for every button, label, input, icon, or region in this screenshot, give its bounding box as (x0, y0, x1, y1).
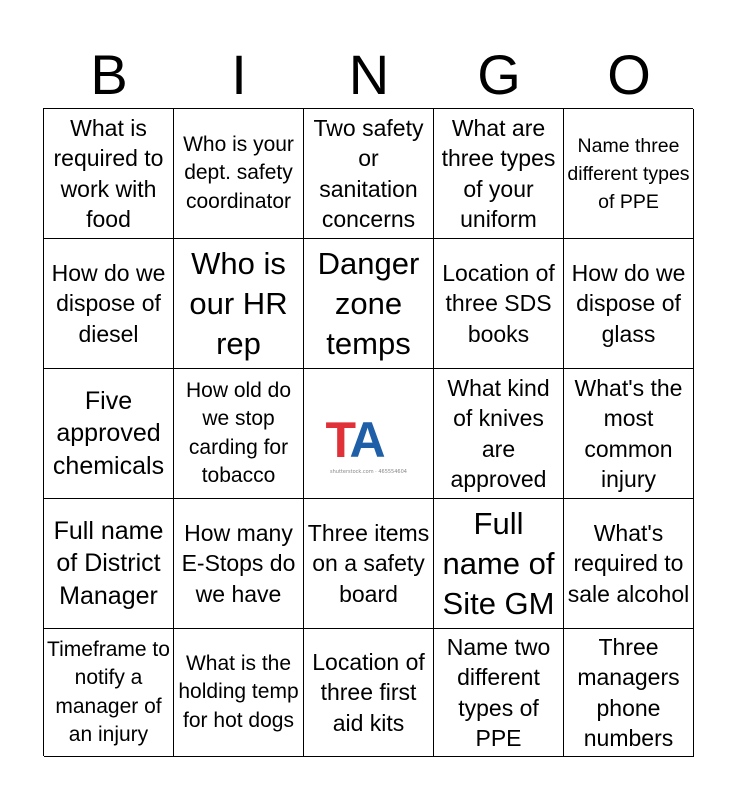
logo-watermark: shutterstock.com · 465554604 (330, 468, 407, 475)
logo-letter-a: A (349, 411, 386, 468)
bingo-cell[interactable]: Full name of District Manager (44, 499, 174, 629)
bingo-cell[interactable]: How old do we stop carding for tobacco (174, 369, 304, 499)
bingo-cell[interactable]: Danger zone temps (304, 239, 434, 369)
bingo-cell[interactable]: Name two different types of PPE (434, 629, 564, 757)
bingo-header (44, 44, 694, 106)
bingo-cell[interactable]: What is required to work with food (44, 109, 174, 239)
header-letter-i: I (231, 43, 247, 106)
bingo-cell[interactable]: Two safety or sanitation concerns (304, 109, 434, 239)
logo-letter-t: T (325, 411, 353, 468)
bingo-cell[interactable]: What's the most common injury (564, 369, 694, 499)
bingo-cell[interactable]: Timeframe to notify a manager of an injury (44, 629, 174, 757)
header-letter-g: G (477, 43, 521, 106)
bingo-cell[interactable]: Location of three first aid kits (304, 629, 434, 757)
bingo-cell[interactable]: Who is your dept. safety coordinator (174, 109, 304, 239)
bingo-cell[interactable]: Location of three SDS books (434, 239, 564, 369)
bingo-cell[interactable]: What are three types of your uniform (434, 109, 564, 239)
bingo-grid (43, 108, 693, 756)
ta-logo (314, 379, 424, 489)
bingo-cell[interactable]: How do we dispose of diesel (44, 239, 174, 369)
bingo-cell[interactable]: Who is our HR rep (174, 239, 304, 369)
bingo-cell[interactable]: Three managers phone numbers (564, 629, 694, 757)
header-letter-b: B (90, 43, 128, 106)
header-letter-n: N (348, 43, 390, 106)
bingo-cell[interactable]: What kind of knives are approved (434, 369, 564, 499)
bingo-cell[interactable]: How many E-Stops do we have (174, 499, 304, 629)
header-letter-o: O (607, 43, 651, 106)
bingo-cell[interactable]: How do we dispose of glass (564, 239, 694, 369)
bingo-cell[interactable]: Full name of Site GM (434, 499, 564, 629)
bingo-cell[interactable]: What's required to sale alcohol (564, 499, 694, 629)
bingo-cell[interactable]: Five approved chemicals (44, 369, 174, 499)
bingo-cell[interactable]: Name three different types of PPE (564, 109, 694, 239)
bingo-cell[interactable]: Three items on a safety board (304, 499, 434, 629)
free-space-cell[interactable] (304, 369, 434, 499)
bingo-cell[interactable]: What is the holding temp for hot dogs (174, 629, 304, 757)
